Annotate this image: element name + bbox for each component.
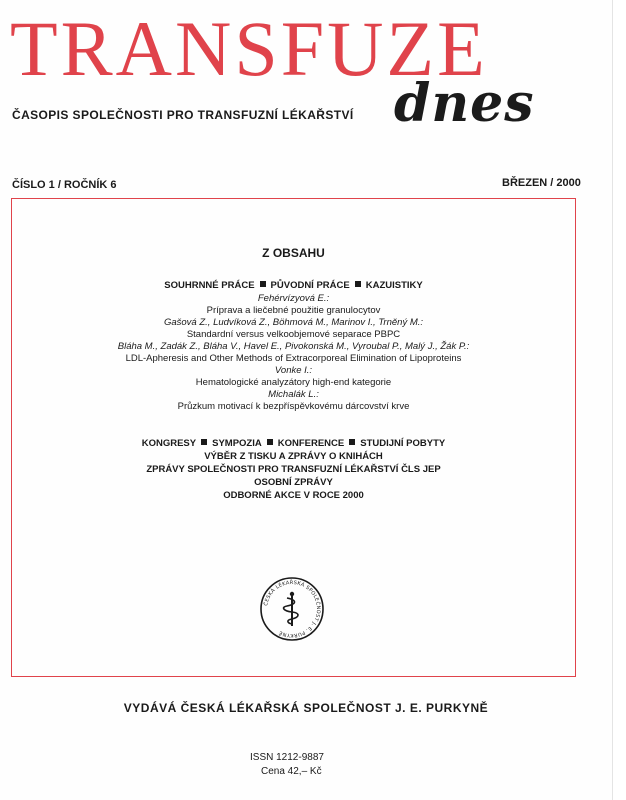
journal-subtitle: ČASOPIS SPOLEČNOSTI PRO TRANSFUZNÍ LÉKAŘSTVÍ <box>12 108 354 122</box>
square-bullet-icon <box>260 281 266 287</box>
section-item: ZPRÁVY SPOLEČNOSTI PRO TRANSFUZNÍ LÉKAŘSTVÍ ČLS JEP <box>146 464 441 475</box>
article-title: Průzkum motivací k bezpříspěvkovému dárcovství krve <box>177 401 410 412</box>
article-authors: Bláha M., Zadák Z., Bláha V., Havel E., Pivokonská M., Vyroubal P., Malý J., Žák P.: <box>117 341 470 352</box>
square-bullet-icon <box>201 439 207 445</box>
article-authors: Gašová Z., Ludvíková Z., Böhmová M., Marinov I., Trnĕný M.: <box>163 317 424 328</box>
issue-date: BŘEZEN / 2000 <box>502 177 581 189</box>
category-case: KAZUISTIKY <box>365 280 423 291</box>
article-title: Príprava a liečebné použitie granulocytov <box>206 305 381 316</box>
square-bullet-icon <box>349 439 355 445</box>
issue-number: ČÍSLO 1 / ROČNÍK 6 <box>12 179 117 191</box>
category-original: PŮVODNÍ PRÁCE <box>270 280 350 291</box>
contents-heading: Z OBSAHU <box>262 246 325 260</box>
event-congresses: KONGRESY <box>141 438 197 449</box>
article-authors: Michalák L.: <box>268 389 319 400</box>
publisher-line: VYDÁVÁ ČESKÁ LÉKAŘSKÁ SPOLEČNOST J. E. PURKYNĚ <box>123 701 489 715</box>
square-bullet-icon <box>355 281 361 287</box>
category-line <box>11 280 576 292</box>
article-authors: Vonke I.: <box>274 365 313 376</box>
journal-title-suffix: dnes <box>394 73 535 134</box>
article-title: Standardní versus velkoobjemové separace PBPC <box>186 329 401 340</box>
event-conferences: KONFERENCE <box>277 438 345 449</box>
society-emblem-icon <box>257 574 327 644</box>
article-title: LDL-Apheresis and Other Methods of Extracorporeal Elimination of Lipoproteins <box>125 353 462 364</box>
article-authors: Fehérvízyová E.: <box>257 293 330 304</box>
price: Cena 42,– Kč <box>261 766 322 777</box>
journal-title: TRANSFUZE <box>10 5 488 92</box>
events-line <box>11 438 576 450</box>
event-symposia: SYMPOZIA <box>212 438 262 449</box>
section-item: VÝBĚR Z TISKU A ZPRÁVY O KNIHÁCH <box>204 451 383 462</box>
section-item: ODBORNÉ AKCE V ROCE 2000 <box>223 490 364 501</box>
article-title: Hematologické analyzátory high-end kategorie <box>195 377 392 388</box>
category-review: SOUHRNNÉ PRÁCE <box>164 280 255 291</box>
section-item: OSOBNÍ ZPRÁVY <box>254 477 333 488</box>
issn: ISSN 1212-9887 <box>250 752 324 763</box>
square-bullet-icon <box>267 439 273 445</box>
event-study-stays: STUDIJNÍ POBYTY <box>360 438 446 449</box>
emblem-ring-text: ČESKÁ LÉKAŘSKÁ SPOLEČNOST J. E. PURKYNĚ <box>263 579 322 639</box>
